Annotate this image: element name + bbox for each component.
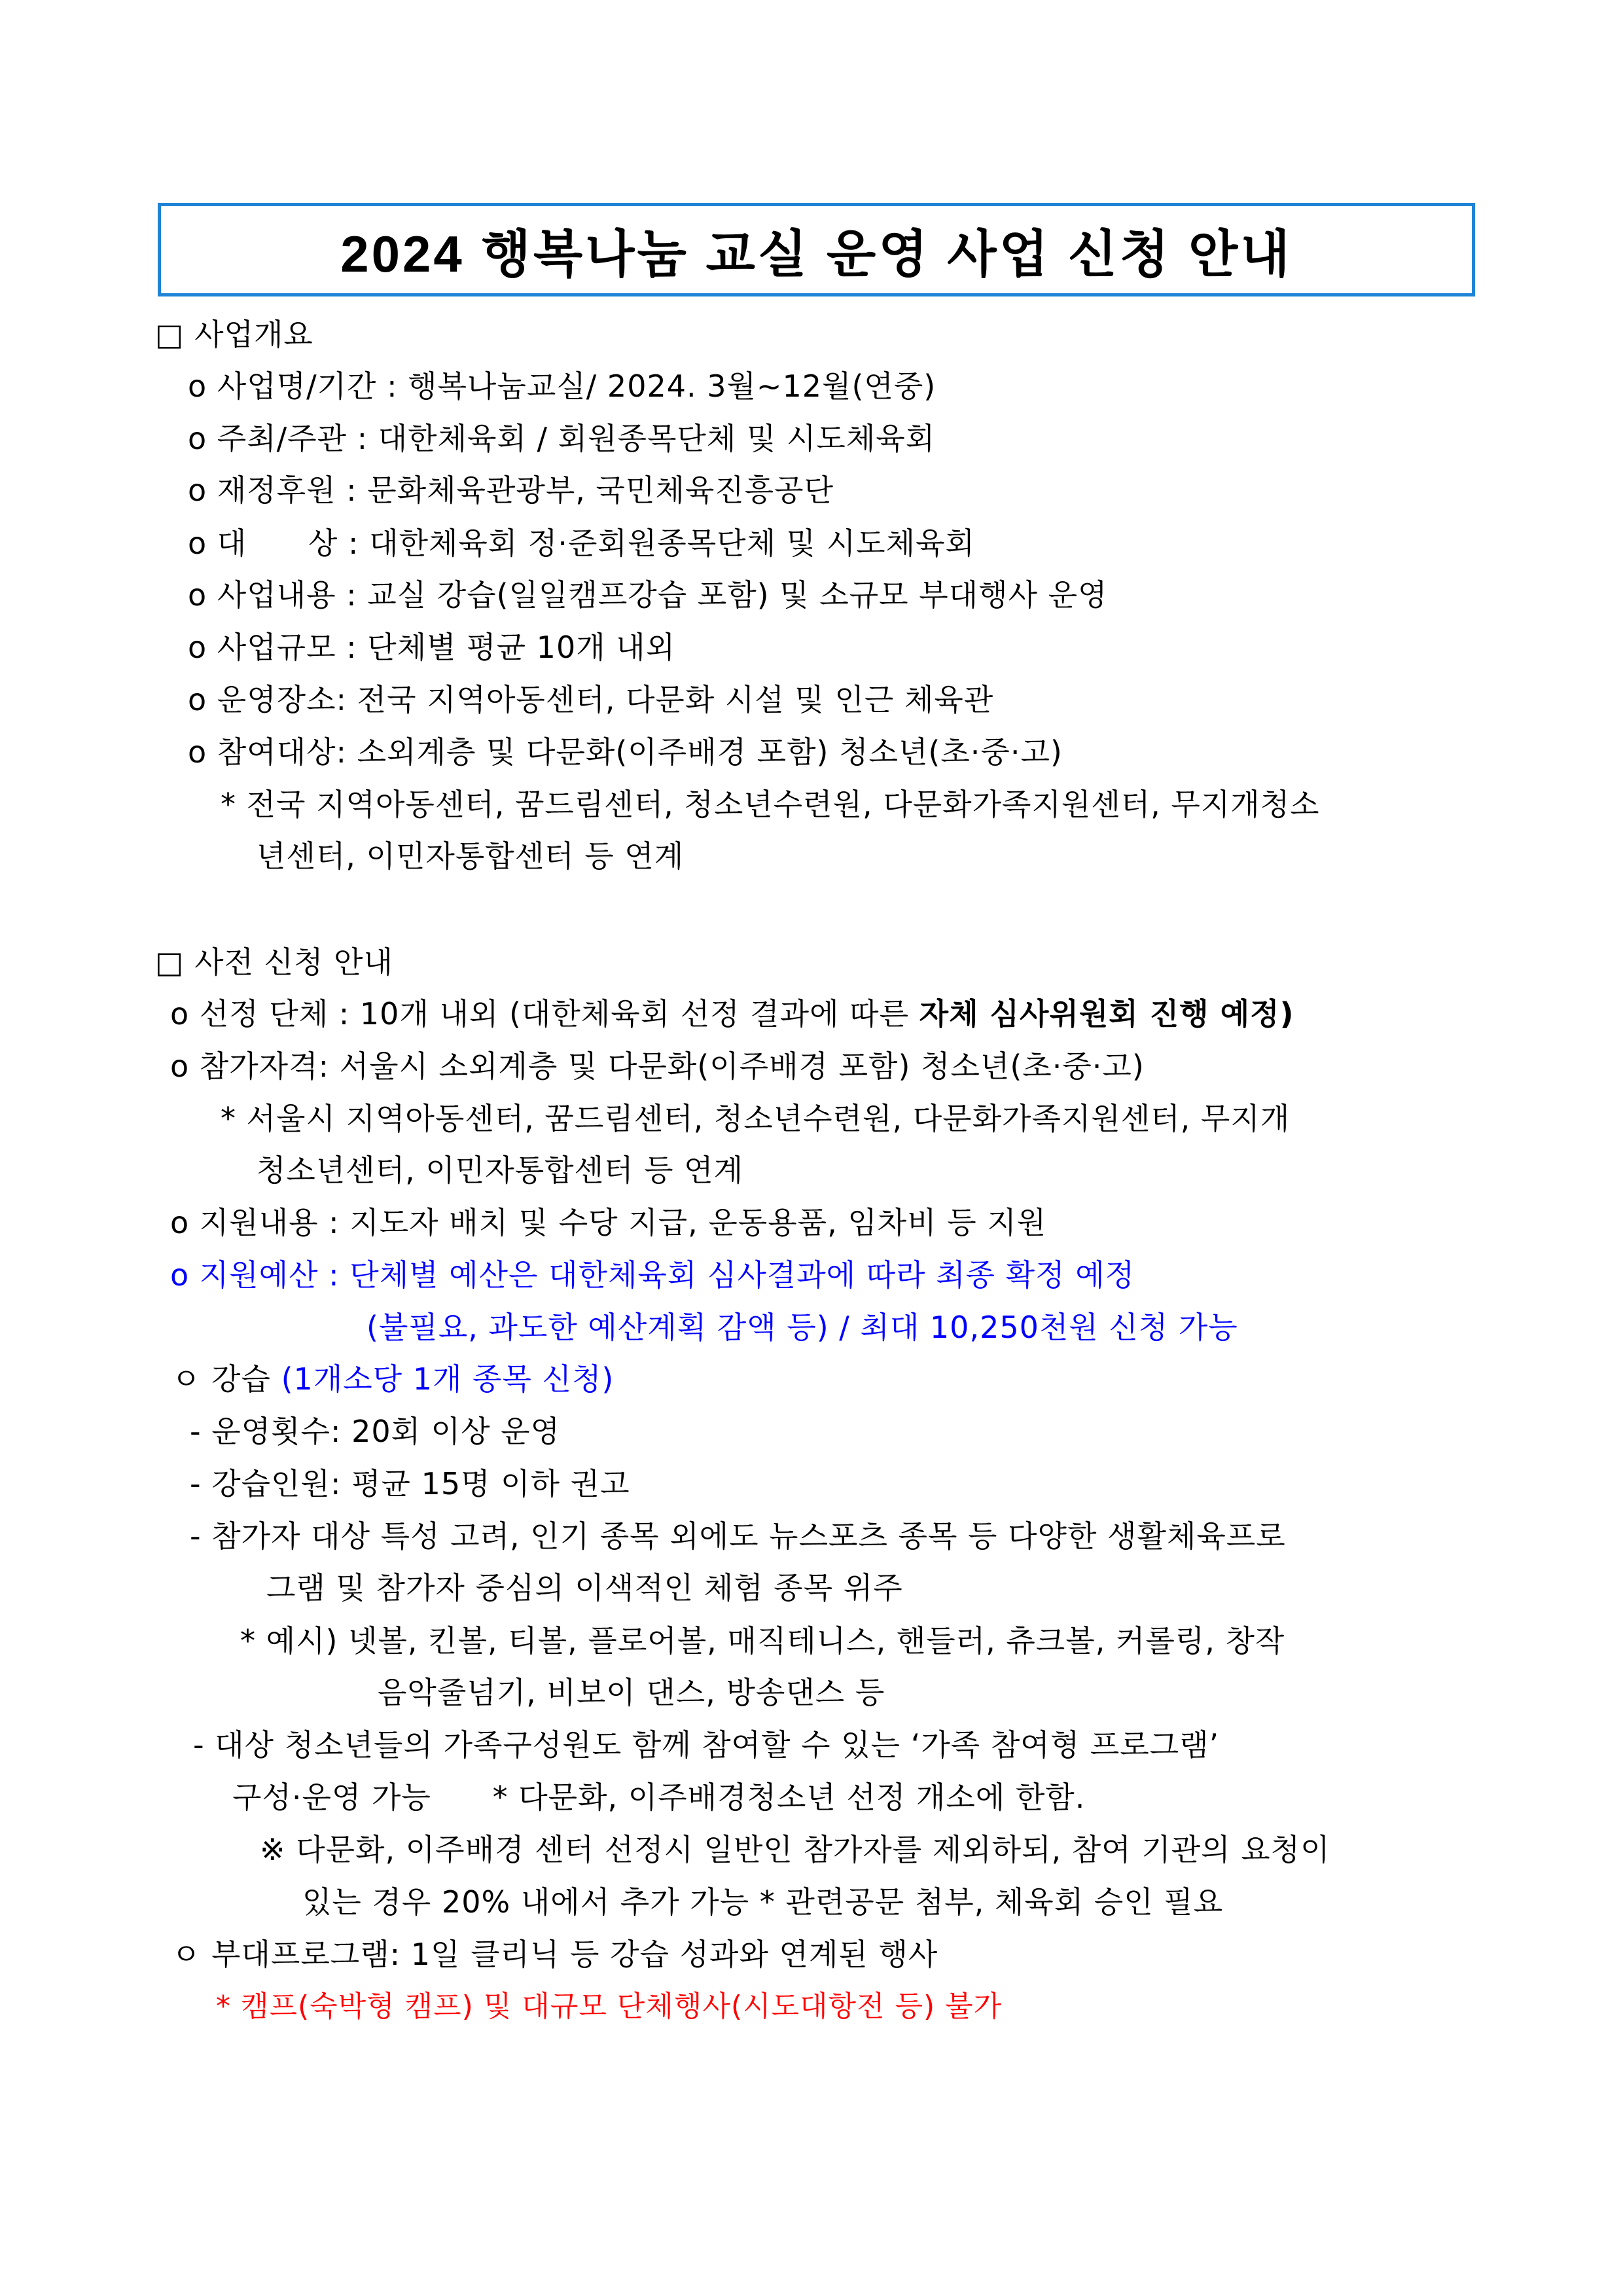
overview-line: o 참여대상: 소외계층 및 다문화(이주배경 포함) 청소년(초·중·고) — [188, 734, 1063, 770]
section-heading-application: □ 사전 신청 안내 — [155, 944, 393, 980]
family-line: - 대상 청소년들의 가족구성원도 함께 참여할 수 있는 ‘가족 참여형 프로그램’ — [193, 1727, 1220, 1763]
title-box — [158, 203, 1475, 296]
support-line: o 지원내용 : 지도자 배치 및 수당 지급, 운동용품, 임차비 등 지원 — [170, 1205, 1047, 1240]
program-line: - 참가자 대상 특성 고려, 인기 종목 외에도 뉴스포츠 종목 등 다양한 생활체육프로 — [190, 1518, 1286, 1554]
selection-bold-text: 자체 심사위원회 진행 예정) — [919, 996, 1294, 1031]
overview-line: o 재정후원 : 문화체육관광부, 국민체육진흥공단 — [188, 473, 834, 508]
sessions-line: - 운영횟수: 20회 이상 운영 — [190, 1414, 561, 1449]
example-line: * 예시) 넷볼, 킨볼, 티볼, 플로어볼, 매직테니스, 핸들러, 츄크볼, 커롤링, 창작 — [240, 1623, 1285, 1659]
overview-line: o 사업내용 : 교실 강습(일일캠프강습 포함) 및 소규모 부대행사 운영 — [188, 577, 1108, 613]
note-line: ※ 다문화, 이주배경 센터 선정시 일반인 참가자를 제외하되, 참여 기관의 요청이 — [260, 1832, 1330, 1867]
class-blue-text: (1개소당 1개 종목 신청) — [281, 1361, 615, 1397]
section-heading-overview: □ 사업개요 — [155, 317, 313, 352]
example-line: 음악줄넘기, 비보이 댄스, 방송댄스 등 — [378, 1675, 885, 1710]
eligibility-note: 청소년센터, 이민자통합센터 등 연계 — [257, 1153, 744, 1188]
note-line: 있는 경우 20% 내에서 추가 가능 * 관련공문 첨부, 체육회 승인 필요 — [302, 1884, 1224, 1920]
selection-text: o 선정 단체 : 10개 내외 (대한체육회 선정 결과에 따른 — [170, 996, 919, 1031]
eligibility-line: o 참가자격: 서울시 소외계층 및 다문화(이주배경 포함) 청소년(초·중·고) — [170, 1049, 1145, 1084]
document-title: 2024 행복나눔 교실 운영 사업 신청 안내 — [340, 224, 1293, 283]
overview-line: o 사업명/기간 : 행복나눔교실/ 2024. 3월~12월(연중) — [188, 368, 936, 404]
overview-line: o 운영장소: 전국 지역아동센터, 다문화 시설 및 인근 체육관 — [188, 682, 994, 717]
class-line — [171, 1353, 614, 1405]
overview-line: o 주최/주관 : 대한체육회 / 회원종목단체 및 시도체육회 — [188, 421, 936, 456]
participants-line: - 강습인원: 평균 15명 이하 권고 — [190, 1466, 630, 1501]
sub-program-line: ㅇ 부대프로그램: 1일 클리닉 등 강습 성과와 연계된 행사 — [171, 1937, 938, 1972]
camp-note-line: * 캠프(숙박형 캠프) 및 대규모 단체행사(시도대항전 등) 불가 — [216, 1990, 1003, 2023]
overview-note: 년센터, 이민자통합센터 등 연계 — [257, 838, 685, 874]
budget-line: (불필요, 과도한 예산계획 감액 등) / 최대 10,250천원 신청 가능 — [366, 1310, 1238, 1345]
class-text: ㅇ 강습 — [171, 1361, 281, 1397]
family-line: 구성·운영 가능 * 다문화, 이주배경청소년 선정 개소에 한함. — [232, 1780, 1086, 1815]
overview-line: o 대 상 : 대한체육회 정·준회원종목단체 및 시도체육회 — [188, 526, 975, 561]
selection-line — [170, 988, 1294, 1040]
overview-line: o 사업규모 : 단체별 평균 10개 내외 — [188, 630, 676, 665]
program-line: 그램 및 참가자 중심의 이색적인 체험 종목 위주 — [266, 1570, 903, 1605]
eligibility-note: * 서울시 지역아동센터, 꿈드림센터, 청소년수련원, 다문화가족지원센터, 무지개 — [221, 1101, 1291, 1136]
budget-line: o 지원예산 : 단체별 예산은 대한체육회 심사결과에 따라 최종 확정 예정 — [170, 1257, 1135, 1293]
overview-note: * 전국 지역아동센터, 꿈드림센터, 청소년수련원, 다문화가족지원센터, 무지개청소 — [221, 787, 1320, 822]
